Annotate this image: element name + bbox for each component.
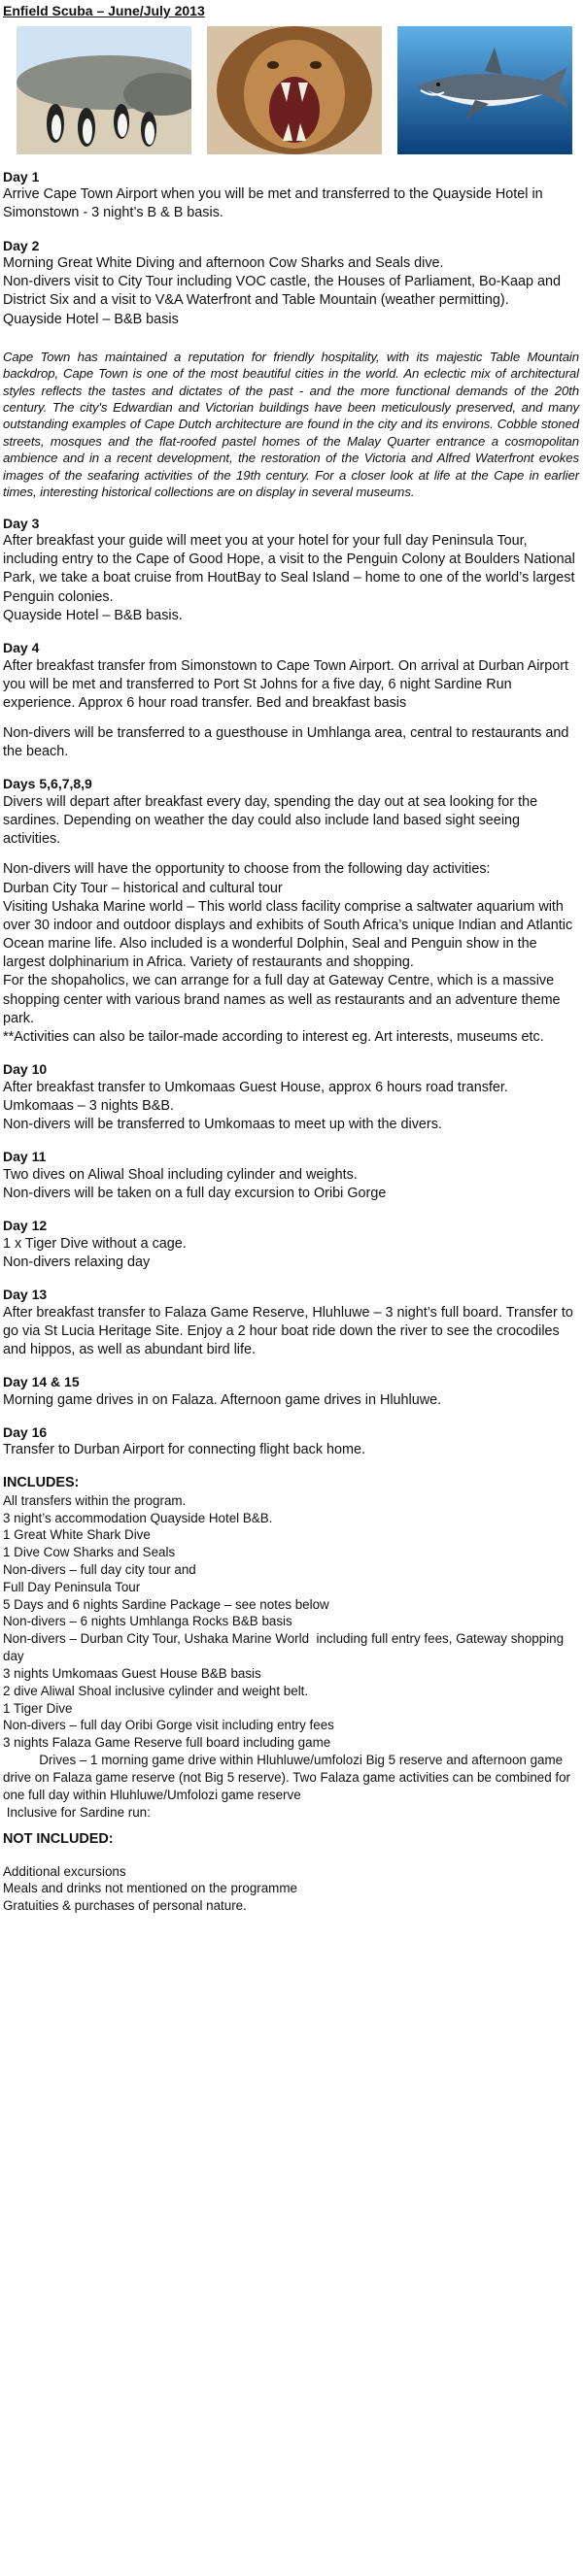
day-section — [3, 1423, 579, 1460]
includes-heading: INCLUDES: — [3, 1474, 80, 1490]
day-title: Day 1 — [3, 168, 40, 184]
day-text: After breakfast transfer to Falaza Game Reserve, Hluhluwe – 3 night’s full board. Transfer to go via St Lucia Heritage Site. Enjoy a 2 hour boat ride down the river to see the crocodiles and hippos, as well as abundant bird life. — [3, 1304, 573, 1357]
day-section — [3, 1373, 579, 1410]
includes-item: Non-divers – full day Oribi Gorge visit including entry fees — [3, 1718, 334, 1733]
includes-item: All transfers within the program. — [3, 1492, 187, 1508]
day-section — [3, 639, 579, 761]
not-included-item: Additional excursions — [3, 1863, 126, 1879]
day-section — [3, 515, 579, 625]
includes-item: 1 Dive Cow Sharks and Seals — [3, 1545, 176, 1560]
day-text: 1 x Tiger Dive without a cage. Non-divers relaxing day — [3, 1235, 187, 1270]
cape-town-description: Cape Town has maintained a reputation for friendly hospitality, with its majestic Table Mountain backdrop, Cape Town is one of the most beautiful cities in the world. An eclectic mix of architectural styles reflects the tastes and dictates of the past - and the more functional demands of the 20th century. The city's Edwardian and Victorian buildings have been meticulously preserved, and many outstanding examples of Cape Dutch architecture are found in the city and its environs. Cobble stoned streets, mosques and the flat-roofed pastel homes of the Malay Quarter entrance a cosmopolitan ambience and in a recent development, the restoration of the Victoria and Alfred Waterfront evokes images of the seafaring activities of the 19th century. For a closer look at life at the Cape in earlier times, interesting historical collections are on display in several museums. — [3, 349, 579, 500]
day-title: Day 13 — [3, 1286, 48, 1302]
day-section — [3, 168, 579, 223]
includes-list — [3, 1492, 579, 1822]
day-section — [3, 1286, 579, 1359]
not-included-list — [3, 1863, 579, 1915]
includes-item: 1 Great White Shark Dive — [3, 1527, 151, 1543]
day-text: Morning game drives in on Falaza. Afternoon game drives in Hluhluwe. — [3, 1391, 442, 1408]
includes-item: Full Day Peninsula Tour — [3, 1579, 141, 1594]
day-text: Non-divers will be transferred to a guesthouse in Umhlanga area, central to restaurants and the beach. — [3, 725, 569, 760]
day-title: Day 14 & 15 — [3, 1373, 80, 1389]
shark-image — [397, 26, 572, 154]
day-text: Morning Great White Diving and afternoon Cow Sharks and Seals dive. Non-divers visit to City Tour including VOC castle, the Houses of Parliament, Bo-Kaap and District Six and a visit to V&A Waterfront and Table Mountain (weather permitting). Quayside Hotel – B&B basis — [3, 255, 562, 327]
day-title: Day 16 — [3, 1423, 48, 1440]
includes-item: 2 dive Aliwal Shoal inclusive cylinder and weight belt. — [3, 1683, 309, 1698]
day-text: After breakfast your guide will meet you at your hotel for your full day Peninsula Tour, including entry to the Cape of Good Hope, a visit to the Penguin Colony at Boulders National Park, we take a boat cruise from HoutBay to Seal Island – home to one of the world’s largest Penguin colonies. Quayside Hotel – B&B basis. — [3, 533, 575, 623]
day-title: Day 4 — [3, 639, 40, 655]
day-text: Divers will depart after breakfast every day, spending the day out at sea looking for the sardines. Depending on weather the day could also include land based sight seeing activities. — [3, 793, 538, 848]
includes-item: Non-divers – full day city tour and — [3, 1561, 196, 1577]
day-text: Non-divers will have the opportunity to choose from the following day activities: Durban City Tour – historical and cultural tour Visiting Ushaka Marine world – This world class facility comprise a saltwater aquarium with over 30 indoor and outdoor displays and exhibits of South Africa’s unique Indian and Atlantic Ocean marine life. Also included is a wonderful Dolphin, Seal and Penguin show in the largest dolphinarium in Africa. Variety of restaurants and shopping. For the shopaholics, we can arrange for a full day at Gateway Centre, which is a massive shopping center with various brand names as well as restaurants and an adventure theme park. **Activities can also be tailor-made according to interest eg. Art interests, museums etc. — [3, 861, 573, 1045]
day-text: After breakfast transfer to Umkomaas Guest House, approx 6 hours road transfer. Umkomaas – 3 nights B&B. Non-divers will be transferred to Umkomaas to meet up with the divers. — [3, 1079, 508, 1132]
day-section — [3, 1060, 579, 1134]
day-title: Day 12 — [3, 1217, 48, 1233]
not-included-heading: NOT INCLUDED: — [3, 1831, 114, 1848]
lion-image — [207, 26, 382, 154]
day-text: Arrive Cape Town Airport when you will be met and transferred to the Quayside Hotel in Simonstown - 3 night’s B & B basis. — [3, 186, 543, 221]
day-text: Two dives on Aliwal Shoal including cylinder and weights. Non-divers will be taken on a full day excursion to Oribi Gorge — [3, 1166, 387, 1201]
includes-item: Non-divers – 6 nights Umhlanga Rocks B&B basis — [3, 1614, 292, 1629]
includes-item: Non-divers – Durban City Tour, Ushaka Marine World including full entry fees, Gateway shopping day — [3, 1631, 567, 1664]
includes-item: Drives – 1 morning game drive within Hluhluwe/umfolozi Big 5 reserve and afternoon game drive on Falaza game reserve (not Big 5 reserve). Two Falaza game activities can be combined for one full day within Hluhluwe/Umfolozi game reserve — [3, 1753, 574, 1802]
includes-item: 5 Days and 6 nights Sardine Package – see notes below — [3, 1596, 329, 1612]
includes-item: 3 nights Falaza Game Reserve full board including game — [3, 1735, 331, 1751]
day-section — [3, 775, 579, 1047]
day-section — [3, 1148, 579, 1203]
includes-item: Inclusive for Sardine run: — [3, 1804, 151, 1820]
day-text: After breakfast transfer from Simonstown to Cape Town Airport. On arrival at Durban Airport you will be met and transferred to Port St Johns for a five day, 6 night Sardine Run experience. Approx 6 hour road transfer. Bed and breakfast basis — [3, 657, 569, 711]
document-title: Enfield Scuba – June/July 2013 — [3, 3, 205, 18]
day-text: Transfer to Durban Airport for connecting flight back home. — [3, 1442, 366, 1458]
photo-strip — [17, 26, 579, 154]
day-section — [3, 237, 579, 329]
includes-item: 3 night’s accommodation Quayside Hotel B&B. — [3, 1510, 273, 1525]
includes-item: 1 Tiger Dive — [3, 1700, 73, 1716]
not-included-item: Meals and drinks not mentioned on the programme — [3, 1881, 297, 1896]
itinerary-days — [3, 168, 579, 1460]
day-section — [3, 1217, 579, 1272]
day-title: Day 11 — [3, 1149, 47, 1165]
penguins-image — [17, 26, 191, 154]
not-included-item: Gratuities & purchases of personal nature. — [3, 1898, 247, 1914]
day-title: Day 3 — [3, 515, 40, 531]
day-title: Days 5,6,7,8,9 — [3, 776, 92, 792]
day-title: Day 2 — [3, 237, 40, 253]
includes-item: 3 nights Umkomaas Guest House B&B basis — [3, 1665, 261, 1681]
day-title: Day 10 — [3, 1060, 48, 1077]
